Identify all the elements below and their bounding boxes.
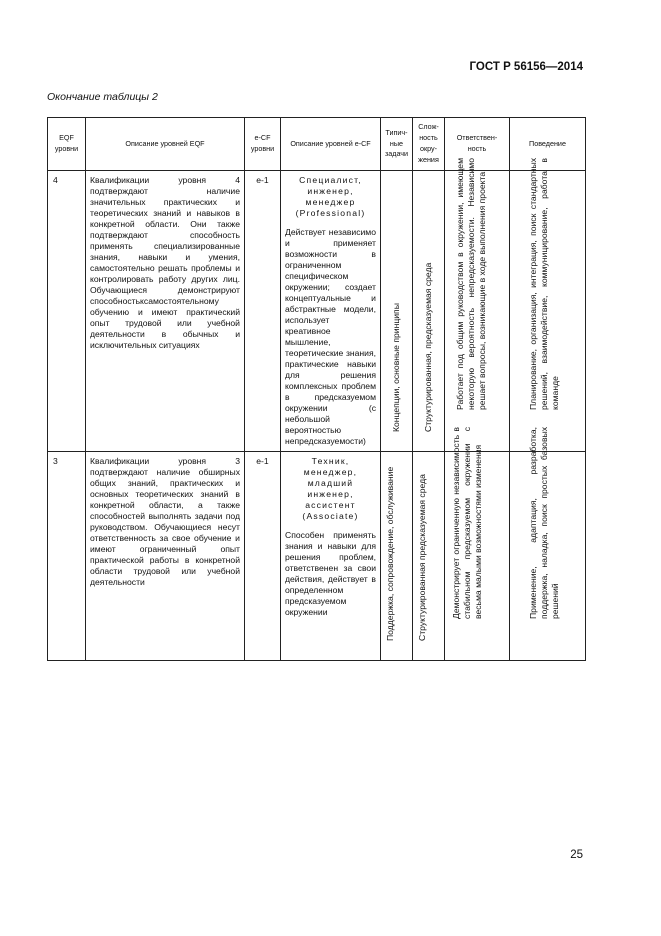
complexity-cell <box>413 171 445 452</box>
ecf-description-text: Способен применять знания и навыки для решения проблем, ответственен за свои действия, действует в определенном предсказуемом окружении <box>285 530 376 617</box>
responsibility-text: Демонстрирует ограниченную независимость в стабильном предсказуемом окружении с весьма малыми возможностями изменения <box>451 427 483 619</box>
behavior-cell <box>510 427 586 661</box>
role-title: Техник, менеджер, младший инженер, ассистент (Associate) <box>302 456 359 521</box>
tasks-cell <box>381 171 413 452</box>
table-row <box>48 452 586 661</box>
col-header-eqf-level: EQF уровни <box>48 118 86 171</box>
complexity-text: Структурированная, предсказуемая среда <box>422 262 433 432</box>
page-number: 25 <box>570 849 583 861</box>
tasks-text: Поддержка, сопровождение, обслуживание <box>384 466 395 641</box>
col-header-behavior: Поведение <box>510 118 586 171</box>
eqf-description-cell: Квалификации уровня 3 подтверждают наличие обширных общих знаний, практических и основных теоретических знаний в конкретной области, а также способностей выполнять задачи под руководством. Обучающиеся несут ответственность за свое обучение и имеют ограниченный опыт практической работы в конкретной области трудовой или учебной деятельности <box>86 452 245 661</box>
complexity-text: Структурированная предсказуемая среда <box>416 474 427 641</box>
responsibility-cell <box>445 158 510 452</box>
ecf-level-cell: e-1 <box>245 452 281 661</box>
ecf-description-cell <box>281 452 381 661</box>
col-header-ecf-level: e-CF уровни <box>245 118 281 171</box>
tasks-cell <box>381 452 413 661</box>
tasks-text: Концепции, основные принципы <box>390 303 401 432</box>
col-header-eqf-description: Описание уровней EQF <box>86 118 245 171</box>
ecf-level-cell: e-1 <box>245 171 281 452</box>
standard-number: ГОСТ Р 56156—2014 <box>469 61 583 73</box>
col-header-ecf-description: Описание уровней e-CF <box>281 118 381 171</box>
behavior-cell <box>510 158 586 452</box>
responsibility-cell <box>445 427 510 661</box>
responsibility-text: Работает под общим руководством в окружении, имеющем некоторую вероятность непредсказуемости. Независимо решает вопросы, возникающие в ходе выполнения проекта <box>455 158 487 410</box>
eqf-level-cell: 4 <box>48 171 86 452</box>
ecf-description-cell <box>281 171 381 452</box>
table-row <box>48 171 586 452</box>
eqf-description-cell: Квалификации уровня 4 подтверждают наличие значительных практических и теоретических знаний и навыков в конкретной области. Они также подтверждают способность применять специализированные знания, навыки и умения, самостоятельно решать проблемы и контролировать работу других лиц. Обучающиеся демонстрируют способностьксамостоятельному обучению и имеют практический опыт трудовой или учебной деятельности в обычных и исключительных ситуациях <box>86 171 245 452</box>
ecf-description-text: Действует независимо и применяет возможности в ограниченном специфическом окружении; создает концептуальные и абстрактные модели, использует креативное мышление, теоретические знания, практические навыки для решения комплексных проблем в предсказуемом окружении (с небольшой вероятностью непредсказуемости) <box>285 227 376 446</box>
complexity-cell <box>413 452 445 661</box>
header-row <box>48 118 586 171</box>
col-header-complexity: Слож- ность окру- жения <box>413 118 445 171</box>
levels-table <box>47 117 586 661</box>
col-header-responsibility: Ответствен- ность <box>445 118 510 171</box>
behavior-text: Применение, адаптация, разработка, поддержка, наладка, поиск простых базовых решений <box>527 427 560 619</box>
table-caption: Окончание таблицы 2 <box>47 91 158 103</box>
eqf-level-cell: 3 <box>48 452 86 661</box>
behavior-text: Планирование, организация, интеграция, поиск стандартных решений, взаимодействие, коммуницирование, работа в команде <box>527 158 560 410</box>
role-title: Специалист, инженер, менеджер (Professional) <box>295 175 366 218</box>
col-header-tasks: Типич- ные задачи <box>381 118 413 171</box>
